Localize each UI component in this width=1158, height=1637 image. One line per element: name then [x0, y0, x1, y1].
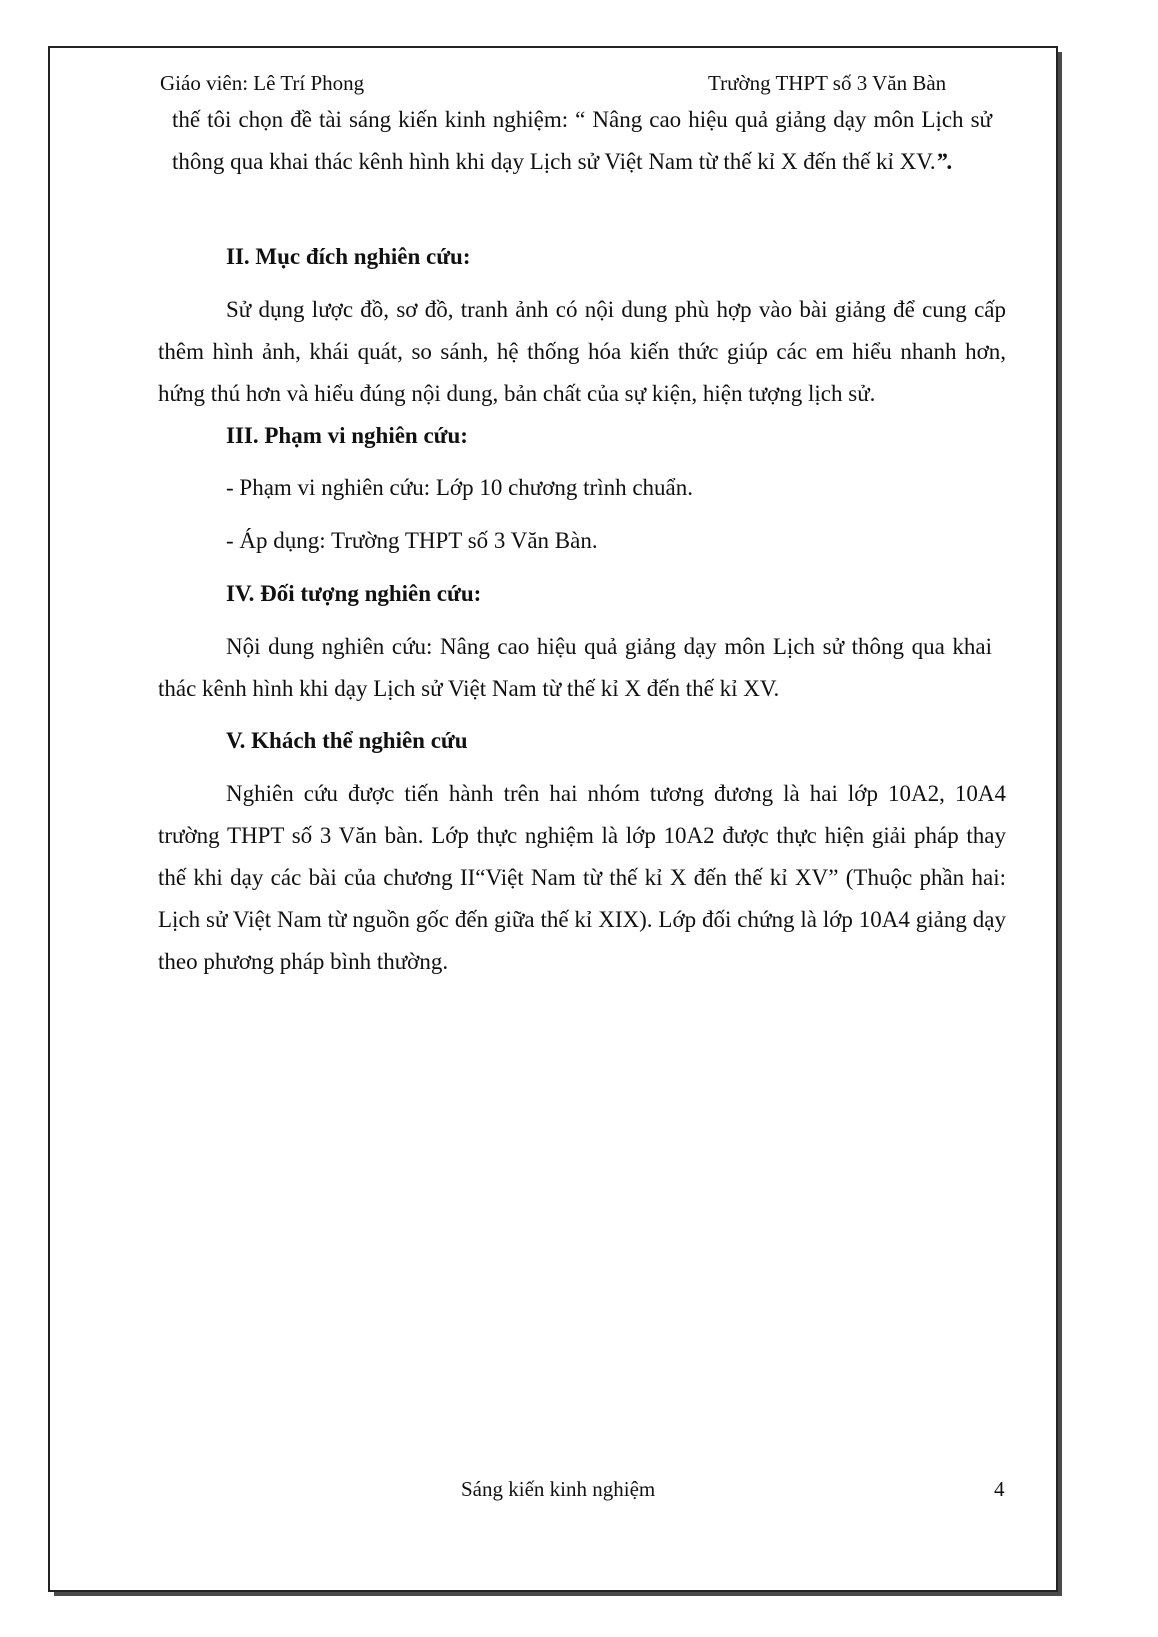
section-heading-object: IV. Đối tượng nghiên cứu:: [226, 581, 482, 606]
header-school: Trường THPT số 3 Văn Bàn: [708, 71, 947, 95]
scope-item-application: - Áp dụng: Trường THPT số 3 Văn Bàn.: [226, 528, 598, 553]
object-paragraph: Nội dung nghiên cứu: Nâng cao hiệu quả giảng dạy môn Lịch sử thông qua khai thác kênh hình khi dạy Lịch sử Việt Nam từ thế kỉ X đến thế kỉ XV.: [158, 634, 992, 701]
page-border-shadow-right: [1058, 52, 1062, 1596]
intro-text: thế tôi chọn đề tài sáng kiến kinh nghiệm: “ Nâng cao hiệu quả giảng dạy môn Lịch sử thông qua khai thác kênh hình khi dạy Lịch sử Việt Nam từ thế kỉ X đến thế kỉ XV.: [172, 107, 992, 174]
section-heading-purpose: II. Mục đích nghiên cứu:: [226, 244, 471, 269]
page-border-shadow-bottom: [54, 1592, 1062, 1596]
subject-paragraph: Nghiên cứu được tiến hành trên hai nhóm tương đương là hai lớp 10A2, 10A4 trường THPT số 3 Văn bàn. Lớp thực nghiệm là lớp 10A2 được thực hiện giải pháp thay thế khi dạy các bài của chương II“Việt Nam từ thế kỉ X đến thế kỉ XV” (Thuộc phần hai: Lịch sử Việt Nam từ nguồn gốc đến giữa thế kỉ XIX). Lớp đối chứng là lớp 10A4 giảng dạy theo phương pháp bình thường.: [158, 781, 1006, 974]
intro-closing-quote: ”.: [935, 149, 953, 174]
page-number: 4: [994, 1477, 1005, 1501]
footer-title: Sáng kiến kinh nghiệm: [461, 1477, 656, 1501]
scope-item-range: - Phạm vi nghiên cứu: Lớp 10 chương trình chuẩn.: [226, 475, 694, 500]
purpose-paragraph: Sử dụng lược đồ, sơ đồ, tranh ảnh có nội dung phù hợp vào bài giảng để cung cấp thêm hình ảnh, khái quát, so sánh, hệ thống hóa kiến thức giúp các em hiểu nhanh hơn, hứng thú hơn và hiểu đúng nội dung, bản chất của sự kiện, hiện tượng lịch sử.: [158, 297, 1006, 406]
section-heading-scope: III. Phạm vi nghiên cứu:: [226, 423, 468, 448]
intro-paragraph: [172, 99, 992, 183]
header-teacher: Giáo viên: Lê Trí Phong: [160, 71, 365, 95]
section-heading-subject: V. Khách thể nghiên cứu: [226, 728, 468, 753]
